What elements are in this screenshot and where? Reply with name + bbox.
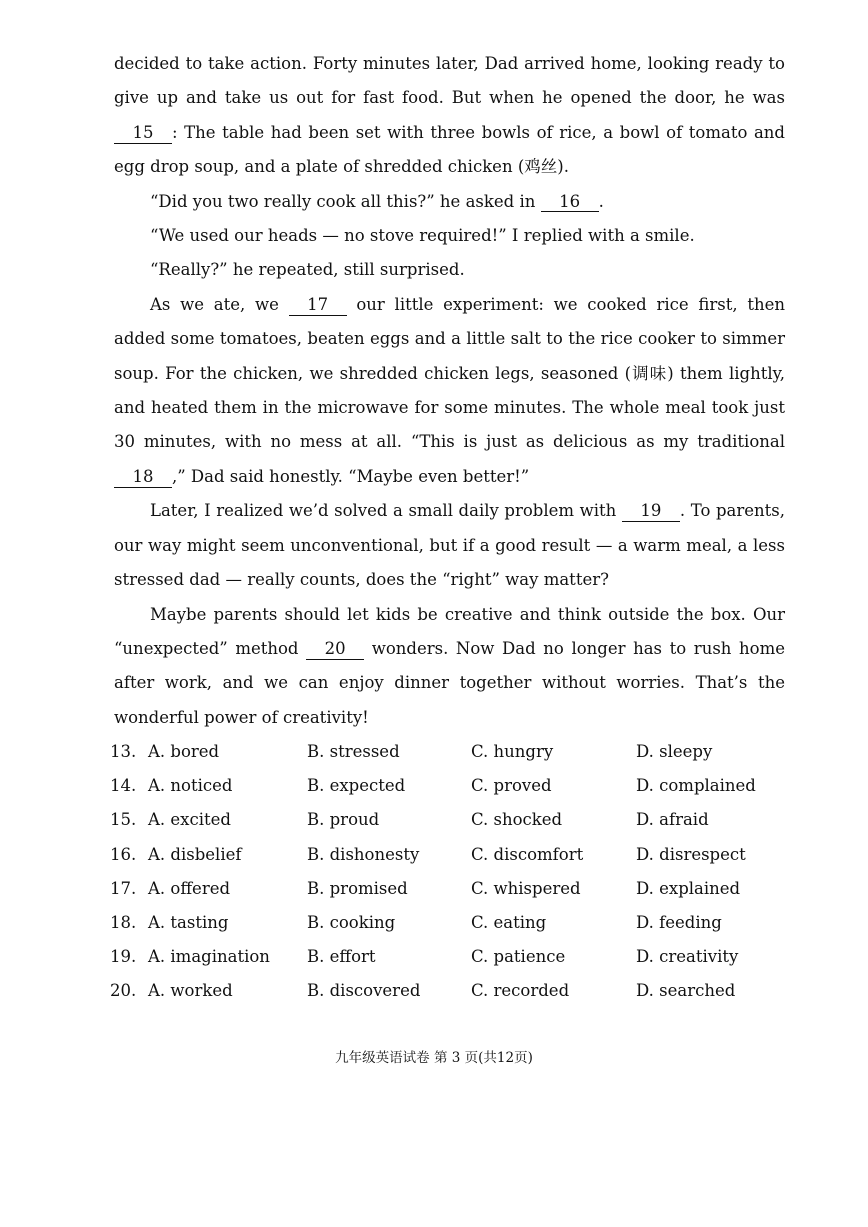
question-row [110,909,790,943]
option-b: B. effort [307,947,376,967]
passage-text: Later, I realized we’d solved a small daily problem with [150,501,622,521]
passage-text: As we ate, we [150,294,289,314]
option-b: B. proud [307,810,380,830]
option-c: C. eating [471,912,547,932]
option-a: A. offered [148,878,231,898]
question-number: 20. [110,981,137,1001]
passage-text: “Really?” he repeated, still surprised. [150,260,465,280]
option-d: D. sleepy [636,742,713,761]
option-c: C. hungry [471,742,554,761]
passage-text: Maybe parents should let kids be creative and think outside the box. Our “unexpected” method [114,604,785,658]
option-d: D. searched [636,981,736,1001]
answer-options [110,738,790,1012]
option-b: B. cooking [307,912,396,932]
question-number: 18. [110,912,137,932]
passage-text: : The table had been set with three bowls of rice, a bowl of tomato and egg drop soup, and a plate of shredded chicken (鸡丝). [114,122,785,177]
option-a: A. disbelief [148,844,242,864]
passage-paragraph [114,47,785,185]
answer-blank: 19 [622,501,680,522]
passage-text: our little experiment: we cooked rice first, then added some tomatoes, beaten eggs and a little salt to the rice cooker to simmer soup. For the chicken, we shredded chicken legs, seasoned (调味) them lightly, and heated them in the microwave for some minutes. The whole meal took just 30 minutes, with no mess at all. “This is just as delicious as my traditional [114,294,785,452]
option-d: D. explained [636,878,741,898]
option-d: D. afraid [636,810,709,830]
option-d: D. disrespect [636,844,746,864]
question-number: 19. [110,947,137,967]
option-c: C. shocked [471,810,563,830]
question-row [110,943,790,977]
option-c: C. patience [471,947,566,967]
passage-paragraph [114,253,785,287]
question-number: 16. [110,844,137,864]
option-c: C. whispered [471,878,581,898]
option-d: D. complained [636,776,756,796]
passage-text: . To parents, our way might seem unconventional, but if a good result — a warm meal, a less stressed dad — really counts, does the “right” way matter? [114,501,785,590]
question-number: 15. [110,810,137,830]
option-d: D. creativity [636,947,739,967]
option-a: A. excited [148,810,231,830]
passage-text: “We used our heads — no stove required!” I replied with a smile. [150,226,695,246]
question-row [110,772,790,806]
passage-paragraph [114,494,785,597]
passage-text: “Did you two really cook all this?” he asked in [150,191,541,211]
option-a: A. worked [148,981,233,1001]
question-number: 14. [110,776,137,796]
option-b: B. dishonesty [307,844,420,864]
passage-text: ,” Dad said honestly. “Maybe even better!” [172,466,530,486]
option-b: B. discovered [307,981,421,1001]
option-a: A. bored [148,742,220,761]
option-a: A. noticed [148,776,233,796]
question-row [110,841,790,875]
option-b: B. expected [307,776,406,796]
question-row [110,977,790,1011]
option-d: D. feeding [636,912,722,932]
answer-blank: 18 [114,467,172,488]
answer-blank: 15 [114,123,172,144]
passage-paragraph [114,598,785,736]
option-a: A. tasting [148,912,229,932]
question-row [110,738,790,772]
passage-text: . [598,191,604,211]
answer-blank: 17 [289,295,347,316]
option-b: B. promised [307,878,408,898]
passage-text: wonders. Now Dad no longer has to rush home after work, and we can enjoy dinner together without worries. That’s the wonderful power of creativity! [114,638,785,727]
option-c: C. proved [471,776,552,796]
passage-paragraph [114,219,785,253]
question-number: 17. [110,878,137,898]
question-number: 13. [110,742,137,761]
option-c: C. recorded [471,981,570,1001]
passage-paragraph [114,185,785,219]
answer-blank: 20 [306,639,364,660]
question-row [110,875,790,909]
option-c: C. discomfort [471,844,584,864]
question-row [110,806,790,840]
answer-blank: 16 [541,192,599,213]
passage-paragraph [114,288,785,494]
cloze-passage [114,47,785,735]
passage-text: decided to take action. Forty minutes later, Dad arrived home, looking ready to give up and take us out for fast food. But when he opened the door, he was [114,54,785,108]
page-footer: 九年级英语试卷 第 3 页(共12页) [335,1050,533,1066]
option-a: A. imagination [148,947,270,967]
option-b: B. stressed [307,742,400,761]
